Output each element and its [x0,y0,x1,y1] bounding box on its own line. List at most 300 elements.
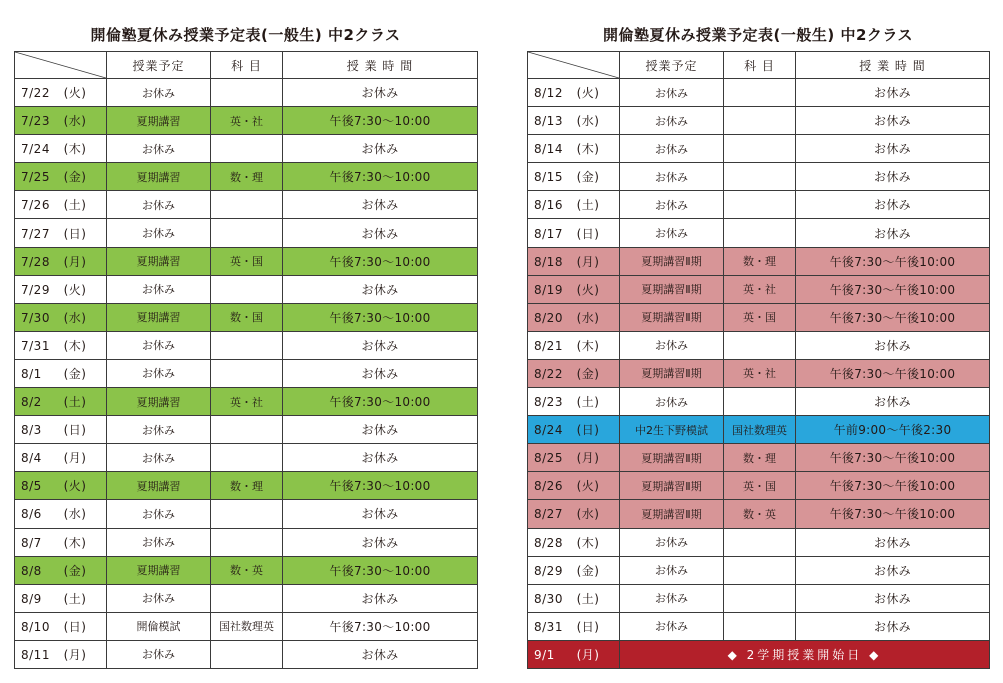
subject-cell [724,528,796,556]
date-label: 8/7 [21,535,42,550]
date-cell [528,472,620,500]
subject-cell [724,219,796,247]
time-cell: お休み [796,135,990,163]
weekday-label: (火) [576,86,600,101]
table-row [15,472,478,500]
time-cell: お休み [283,584,478,612]
table-row [15,444,478,472]
subject-cell [211,528,283,556]
time-cell: お休み [283,500,478,528]
time-cell: お休み [796,191,990,219]
date-label: 8/11 [21,647,50,662]
plan-cell: お休み [107,584,211,612]
date-cell [528,640,620,668]
date-cell [528,191,620,219]
time-cell: 午後7:30〜10:00 [283,247,478,275]
date-label: 7/24 [21,142,50,157]
date-label: 8/3 [21,423,42,438]
date-cell [15,79,107,107]
table-row [528,191,990,219]
weekday-label: (水) [63,507,87,522]
subject-cell: 数・理 [211,472,283,500]
date-label: 8/2 [21,395,42,410]
date-label: 8/22 [534,366,563,381]
date-label: 8/6 [21,507,42,522]
weekday-label: (月) [576,451,600,466]
plan-cell: 夏期講習 [107,388,211,416]
date-cell [528,303,620,331]
subject-cell: 数・理 [211,163,283,191]
date-cell [528,416,620,444]
weekday-label: (日) [576,226,600,241]
time-cell: お休み [283,416,478,444]
time-cell: お休み [796,584,990,612]
table-row [15,528,478,556]
time-cell: 午後7:30〜午後10:00 [796,359,990,387]
date-label: 8/15 [534,170,563,185]
subject-cell [211,500,283,528]
plan-cell: 夏期講習 [107,472,211,500]
table-row [528,303,990,331]
time-cell: お休み [283,528,478,556]
plan-cell: お休み [107,528,211,556]
table-row [528,107,990,135]
table-row [15,163,478,191]
date-cell [528,612,620,640]
weekday-label: (日) [63,423,87,438]
date-label: 7/25 [21,170,50,185]
time-cell: 午後7:30〜午後10:00 [796,444,990,472]
table-row [528,388,990,416]
weekday-label: (水) [63,310,87,325]
subject-cell [211,444,283,472]
semester-start-banner: ◆ 2学期授業開始日 ◆ [620,640,990,668]
plan-cell: お休み [620,135,724,163]
weekday-label: (日) [63,226,87,241]
date-cell [15,612,107,640]
date-cell [528,275,620,303]
subject-cell [211,191,283,219]
plan-cell: 夏期講習Ⅱ期 [620,303,724,331]
table-row [528,163,990,191]
semester-start-row [528,640,990,668]
date-cell [528,500,620,528]
date-cell [528,79,620,107]
weekday-label: (木) [576,142,600,157]
time-cell: お休み [796,331,990,359]
date-label: 8/8 [21,563,42,578]
time-cell: お休み [796,79,990,107]
header-corner-cell [15,52,107,79]
date-cell [528,247,620,275]
time-cell: お休み [283,359,478,387]
table-row [15,303,478,331]
time-cell: お休み [796,612,990,640]
subject-cell [211,331,283,359]
date-cell [528,219,620,247]
subject-cell [724,556,796,584]
header-subject: 科 目 [211,52,283,79]
time-cell: お休み [796,163,990,191]
time-cell: 午後7:30〜10:00 [283,472,478,500]
diagonal-line-icon [528,52,619,78]
subject-cell [724,163,796,191]
page-title: 開倫塾夏休み授業予定表(一般生) 中2クラス [603,26,913,44]
subject-cell [211,135,283,163]
weekday-label: (木) [576,535,600,550]
date-label: 8/1 [21,366,42,381]
date-cell [15,416,107,444]
table-row [15,556,478,584]
plan-cell: お休み [620,584,724,612]
subject-cell [211,416,283,444]
time-cell: 午前9:00〜午後2:30 [796,416,990,444]
table-row [15,79,478,107]
table-row [528,219,990,247]
date-label: 8/25 [534,451,563,466]
plan-cell: 夏期講習Ⅱ期 [620,444,724,472]
time-cell: お休み [796,556,990,584]
time-cell: 午後7:30〜午後10:00 [796,247,990,275]
weekday-label: (木) [63,535,87,550]
subject-cell [211,79,283,107]
plan-cell: お休み [107,444,211,472]
table-row [528,472,990,500]
header-row [528,52,990,79]
subject-cell [211,275,283,303]
diagonal-line-icon [15,52,106,78]
weekday-label: (月) [576,647,600,662]
date-label: 7/30 [21,310,50,325]
date-cell [15,219,107,247]
time-cell: お休み [283,275,478,303]
subject-cell: 英・国 [724,472,796,500]
subject-cell: 数・理 [724,444,796,472]
date-label: 7/26 [21,198,50,213]
plan-cell: お休み [620,107,724,135]
weekday-label: (日) [576,619,600,634]
plan-cell: お休み [107,416,211,444]
weekday-label: (水) [576,310,600,325]
subject-cell: 英・社 [211,107,283,135]
plan-cell: お休み [620,79,724,107]
table-row [528,359,990,387]
plan-cell: 夏期講習Ⅱ期 [620,247,724,275]
date-label: 7/22 [21,86,50,101]
subject-cell: 数・国 [211,303,283,331]
date-label: 8/9 [21,591,42,606]
subject-cell: 英・社 [724,275,796,303]
date-cell [15,107,107,135]
date-label: 8/24 [534,423,563,438]
weekday-label: (日) [576,423,600,438]
date-cell [15,135,107,163]
plan-cell: お休み [620,388,724,416]
weekday-label: (日) [63,619,87,634]
weekday-label: (火) [576,479,600,494]
subject-cell [724,191,796,219]
date-label: 8/26 [534,479,563,494]
date-label: 8/28 [534,535,563,550]
table-row [15,416,478,444]
plan-cell: 夏期講習 [107,107,211,135]
date-label: 8/31 [534,619,563,634]
date-cell [528,528,620,556]
header-subject: 科 目 [724,52,796,79]
table-row [15,359,478,387]
header-row [15,52,478,79]
weekday-label: (土) [63,395,87,410]
table-row [528,416,990,444]
date-cell [15,163,107,191]
date-label: 7/29 [21,282,50,297]
subject-cell: 英・社 [211,388,283,416]
weekday-label: (金) [576,366,600,381]
weekday-label: (火) [63,282,87,297]
time-cell: お休み [283,219,478,247]
time-cell: お休み [283,331,478,359]
date-cell [528,163,620,191]
date-cell [528,444,620,472]
time-cell: お休み [796,528,990,556]
plan-cell: 夏期講習Ⅱ期 [620,472,724,500]
date-label: 8/29 [534,563,563,578]
date-label: 7/28 [21,254,50,269]
plan-cell: お休み [107,219,211,247]
subject-cell: 英・社 [724,359,796,387]
plan-cell: お休み [107,191,211,219]
plan-cell: 夏期講習 [107,303,211,331]
plan-cell: お休み [107,331,211,359]
table-row [15,135,478,163]
time-cell: お休み [283,135,478,163]
date-cell [528,135,620,163]
plan-cell: お休み [620,191,724,219]
plan-cell: お休み [107,275,211,303]
plan-cell: お休み [107,359,211,387]
time-cell: お休み [283,79,478,107]
time-cell: お休み [796,107,990,135]
date-label: 8/13 [534,114,563,129]
weekday-label: (水) [63,114,87,129]
date-cell [15,556,107,584]
weekday-label: (水) [576,507,600,522]
date-cell [15,388,107,416]
time-cell: 午後7:30〜10:00 [283,303,478,331]
subject-cell: 数・理 [724,247,796,275]
weekday-label: (金) [576,170,600,185]
weekday-label: (土) [63,591,87,606]
weekday-label: (火) [576,282,600,297]
plan-cell: 中2生下野模試 [620,416,724,444]
weekday-label: (火) [63,479,87,494]
subject-cell [724,612,796,640]
subject-cell: 数・英 [211,556,283,584]
table-row [15,107,478,135]
date-label: 8/14 [534,142,563,157]
table-row [15,191,478,219]
date-cell [15,191,107,219]
weekday-label: (木) [63,142,87,157]
weekday-label: (土) [576,198,600,213]
table-row [528,556,990,584]
plan-cell: 夏期講習Ⅱ期 [620,500,724,528]
weekday-label: (火) [63,86,87,101]
subject-cell [724,135,796,163]
date-cell [15,584,107,612]
weekday-label: (木) [63,338,87,353]
header-time: 授 業 時 間 [796,52,990,79]
plan-cell: お休み [107,640,211,668]
table-row [528,135,990,163]
date-cell [15,247,107,275]
date-label: 8/30 [534,591,563,606]
subject-cell [724,331,796,359]
time-cell: 午後7:30〜10:00 [283,388,478,416]
date-cell [528,331,620,359]
plan-cell: 夏期講習Ⅱ期 [620,275,724,303]
date-label: 7/23 [21,114,50,129]
subject-cell [211,219,283,247]
table-row [15,275,478,303]
date-label: 9/1 [534,647,555,662]
time-cell: 午後7:30〜午後10:00 [796,500,990,528]
table-row [528,331,990,359]
subject-cell [211,640,283,668]
plan-cell: お休み [107,500,211,528]
date-label: 8/5 [21,479,42,494]
weekday-label: (金) [63,170,87,185]
subject-cell: 英・国 [211,247,283,275]
page-title: 開倫塾夏休み授業予定表(一般生) 中2クラス [90,26,401,44]
table-row [15,331,478,359]
date-cell [15,275,107,303]
subject-cell [724,79,796,107]
table-row [528,444,990,472]
time-cell: 午後7:30〜10:00 [283,612,478,640]
table-row [528,275,990,303]
time-cell: お休み [796,219,990,247]
weekday-label: (月) [63,451,87,466]
date-label: 8/16 [534,198,563,213]
weekday-label: (月) [63,647,87,662]
time-cell: お休み [283,640,478,668]
weekday-label: (土) [576,395,600,410]
weekday-label: (金) [63,563,87,578]
plan-cell: お休み [620,219,724,247]
time-cell: お休み [283,444,478,472]
plan-cell: お休み [620,331,724,359]
plan-cell: 開倫模試 [107,612,211,640]
header-plan: 授業予定 [620,52,724,79]
date-label: 7/31 [21,338,50,353]
time-cell: 午後7:30〜10:00 [283,107,478,135]
subject-cell [724,107,796,135]
date-label: 8/21 [534,338,563,353]
table-row [15,640,478,668]
time-cell: 午後7:30〜午後10:00 [796,275,990,303]
date-cell [528,556,620,584]
table-row [528,500,990,528]
weekday-label: (水) [576,114,600,129]
date-cell [15,640,107,668]
date-label: 8/20 [534,310,563,325]
subject-cell [724,388,796,416]
weekday-label: (土) [63,198,87,213]
plan-cell: 夏期講習 [107,247,211,275]
weekday-label: (金) [576,563,600,578]
plan-cell: お休み [620,612,724,640]
date-cell [15,303,107,331]
date-label: 8/4 [21,451,42,466]
date-cell [528,359,620,387]
header-plan: 授業予定 [107,52,211,79]
date-cell [15,528,107,556]
table-row [528,612,990,640]
date-cell [528,388,620,416]
table-row [528,79,990,107]
date-cell [528,107,620,135]
weekday-label: (月) [576,254,600,269]
time-cell: 午後7:30〜10:00 [283,556,478,584]
schedule-table [527,51,990,669]
time-cell: お休み [796,388,990,416]
table-row [15,500,478,528]
time-cell: 午後7:30〜10:00 [283,163,478,191]
date-cell [15,359,107,387]
subject-cell: 国社数理英 [211,612,283,640]
time-cell: 午後7:30〜午後10:00 [796,303,990,331]
plan-cell: 夏期講習Ⅱ期 [620,359,724,387]
date-cell [528,584,620,612]
table-row [15,612,478,640]
weekday-label: (金) [63,366,87,381]
weekday-label: (月) [63,254,87,269]
date-cell [15,444,107,472]
table-row [15,219,478,247]
subject-cell: 数・英 [724,500,796,528]
plan-cell: お休み [107,135,211,163]
date-label: 8/18 [534,254,563,269]
date-label: 7/27 [21,226,50,241]
table-row [15,388,478,416]
date-cell [15,331,107,359]
plan-cell: お休み [107,79,211,107]
table-row [15,584,478,612]
table-row [528,584,990,612]
table-row [528,247,990,275]
plan-cell: 夏期講習 [107,163,211,191]
subject-cell: 国社数理英 [724,416,796,444]
subject-cell [724,584,796,612]
date-label: 8/23 [534,395,563,410]
date-label: 8/12 [534,86,563,101]
table-row [528,528,990,556]
time-cell: お休み [283,191,478,219]
table-row [15,247,478,275]
date-cell [15,500,107,528]
schedule-table [14,51,478,669]
plan-cell: お休み [620,556,724,584]
plan-cell: お休み [620,163,724,191]
date-label: 8/17 [534,226,563,241]
date-cell [15,472,107,500]
plan-cell: 夏期講習 [107,556,211,584]
time-cell: 午後7:30〜午後10:00 [796,472,990,500]
subject-cell: 英・国 [724,303,796,331]
date-label: 8/27 [534,507,563,522]
header-time: 授 業 時 間 [283,52,478,79]
